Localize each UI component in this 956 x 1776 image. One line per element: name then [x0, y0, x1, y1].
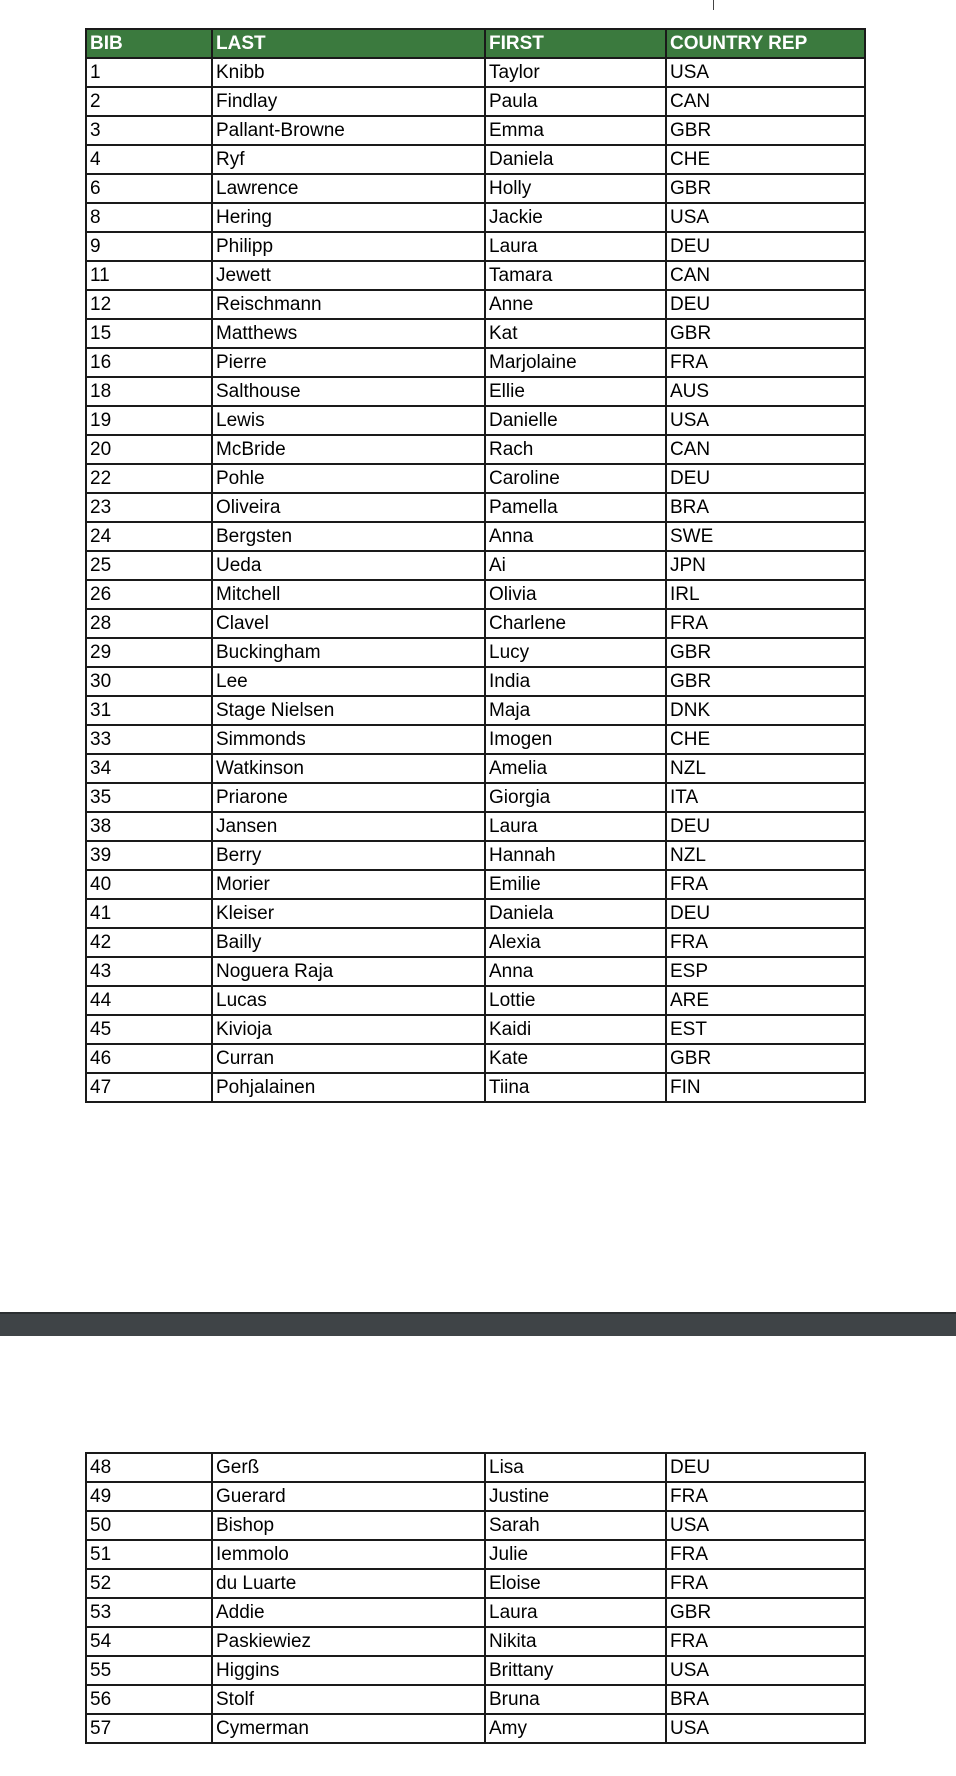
country-cell: FRA	[666, 1569, 865, 1598]
bib-cell: 45	[86, 1015, 212, 1044]
bib-cell: 51	[86, 1540, 212, 1569]
last-name-cell: Knibb	[212, 58, 485, 87]
bib-cell: 47	[86, 1073, 212, 1102]
country-cell: GBR	[666, 1044, 865, 1073]
country-cell: FRA	[666, 1627, 865, 1656]
table-row	[86, 1656, 865, 1685]
bib-cell: 1	[86, 58, 212, 87]
last-name-cell: Matthews	[212, 319, 485, 348]
table-row	[86, 551, 865, 580]
country-cell: AUS	[666, 377, 865, 406]
bib-cell: 25	[86, 551, 212, 580]
first-name-cell: Rach	[485, 435, 666, 464]
table-row	[86, 1073, 865, 1102]
country-cell: SWE	[666, 522, 865, 551]
last-name-cell: Clavel	[212, 609, 485, 638]
last-name-cell: Morier	[212, 870, 485, 899]
bib-cell: 43	[86, 957, 212, 986]
bib-cell: 56	[86, 1685, 212, 1714]
table-row	[86, 1015, 865, 1044]
bib-cell: 46	[86, 1044, 212, 1073]
table-row	[86, 174, 865, 203]
bib-cell: 53	[86, 1598, 212, 1627]
table-row	[86, 870, 865, 899]
first-name-cell: Pamella	[485, 493, 666, 522]
last-name-cell: Jewett	[212, 261, 485, 290]
bib-cell: 2	[86, 87, 212, 116]
table-row	[86, 58, 865, 87]
bib-cell: 49	[86, 1482, 212, 1511]
country-cell: BRA	[666, 493, 865, 522]
last-name-cell: Ryf	[212, 145, 485, 174]
first-name-cell: Marjolaine	[485, 348, 666, 377]
country-cell: GBR	[666, 174, 865, 203]
country-cell: FRA	[666, 609, 865, 638]
first-name-cell: Laura	[485, 232, 666, 261]
athlete-roster-table	[85, 28, 866, 1103]
last-name-cell: Bishop	[212, 1511, 485, 1540]
country-cell: JPN	[666, 551, 865, 580]
country-cell: USA	[666, 203, 865, 232]
bib-cell: 6	[86, 174, 212, 203]
last-name-cell: Simmonds	[212, 725, 485, 754]
table-row	[86, 754, 865, 783]
table-row	[86, 667, 865, 696]
first-name-cell: Imogen	[485, 725, 666, 754]
country-cell: USA	[666, 1511, 865, 1540]
last-name-cell: Pohjalainen	[212, 1073, 485, 1102]
country-cell: IRL	[666, 580, 865, 609]
bib-cell: 38	[86, 812, 212, 841]
first-name-cell: Hannah	[485, 841, 666, 870]
first-name-cell: Charlene	[485, 609, 666, 638]
last-name-cell: Mitchell	[212, 580, 485, 609]
first-name-cell: Caroline	[485, 464, 666, 493]
table-row	[86, 1685, 865, 1714]
last-name-cell: Kleiser	[212, 899, 485, 928]
table-row	[86, 435, 865, 464]
table-row	[86, 928, 865, 957]
last-name-cell: Bailly	[212, 928, 485, 957]
last-name-cell: Watkinson	[212, 754, 485, 783]
country-cell: DNK	[666, 696, 865, 725]
country-cell: FRA	[666, 928, 865, 957]
bib-cell: 3	[86, 116, 212, 145]
first-name-cell: Holly	[485, 174, 666, 203]
country-cell: FRA	[666, 348, 865, 377]
table-row	[86, 1511, 865, 1540]
country-cell: FIN	[666, 1073, 865, 1102]
table-row	[86, 725, 865, 754]
bib-cell: 30	[86, 667, 212, 696]
last-name-cell: Oliveira	[212, 493, 485, 522]
bib-cell: 48	[86, 1453, 212, 1482]
first-name-cell: Kate	[485, 1044, 666, 1073]
bib-cell: 35	[86, 783, 212, 812]
table-row	[86, 1044, 865, 1073]
last-name-cell: Philipp	[212, 232, 485, 261]
country-cell: GBR	[666, 319, 865, 348]
last-name-cell: Cymerman	[212, 1714, 485, 1743]
bib-cell: 42	[86, 928, 212, 957]
table-row	[86, 522, 865, 551]
bib-cell: 4	[86, 145, 212, 174]
last-name-cell: Pierre	[212, 348, 485, 377]
bib-cell: 50	[86, 1511, 212, 1540]
first-name-cell: Emma	[485, 116, 666, 145]
bib-cell: 11	[86, 261, 212, 290]
table-row	[86, 986, 865, 1015]
first-name-cell: Ai	[485, 551, 666, 580]
first-name-cell: Eloise	[485, 1569, 666, 1598]
first-name-cell: Lucy	[485, 638, 666, 667]
last-name-cell: Lawrence	[212, 174, 485, 203]
column-header-country: COUNTRY REP	[666, 29, 865, 58]
bib-cell: 29	[86, 638, 212, 667]
country-cell: CHE	[666, 725, 865, 754]
first-name-cell: Justine	[485, 1482, 666, 1511]
table-row	[86, 609, 865, 638]
country-cell: DEU	[666, 232, 865, 261]
last-name-cell: Jansen	[212, 812, 485, 841]
country-cell: USA	[666, 406, 865, 435]
bib-cell: 12	[86, 290, 212, 319]
table-row	[86, 1627, 865, 1656]
table-row	[86, 1598, 865, 1627]
last-name-cell: Ueda	[212, 551, 485, 580]
first-name-cell: Bruna	[485, 1685, 666, 1714]
table-row	[86, 841, 865, 870]
table-row	[86, 1540, 865, 1569]
first-name-cell: Amelia	[485, 754, 666, 783]
first-name-cell: Tamara	[485, 261, 666, 290]
table-row	[86, 638, 865, 667]
country-cell: ARE	[666, 986, 865, 1015]
country-cell: CAN	[666, 435, 865, 464]
bib-cell: 33	[86, 725, 212, 754]
first-name-cell: Anna	[485, 957, 666, 986]
table-row	[86, 1453, 865, 1482]
table-row	[86, 1714, 865, 1743]
table-row	[86, 406, 865, 435]
country-cell: GBR	[666, 667, 865, 696]
table-row	[86, 957, 865, 986]
country-cell: FRA	[666, 870, 865, 899]
last-name-cell: Gerß	[212, 1453, 485, 1482]
table-row	[86, 116, 865, 145]
first-name-cell: Emilie	[485, 870, 666, 899]
first-name-cell: Anne	[485, 290, 666, 319]
last-name-cell: Stage Nielsen	[212, 696, 485, 725]
first-name-cell: India	[485, 667, 666, 696]
table-row	[86, 87, 865, 116]
last-name-cell: Pallant-Browne	[212, 116, 485, 145]
last-name-cell: Kivioja	[212, 1015, 485, 1044]
first-name-cell: Tiina	[485, 1073, 666, 1102]
last-name-cell: McBride	[212, 435, 485, 464]
first-name-cell: Paula	[485, 87, 666, 116]
last-name-cell: Noguera Raja	[212, 957, 485, 986]
bib-cell: 55	[86, 1656, 212, 1685]
bib-cell: 39	[86, 841, 212, 870]
last-name-cell: Findlay	[212, 87, 485, 116]
last-name-cell: Higgins	[212, 1656, 485, 1685]
bib-cell: 23	[86, 493, 212, 522]
table-row	[86, 232, 865, 261]
table-row	[86, 348, 865, 377]
first-name-cell: Amy	[485, 1714, 666, 1743]
last-name-cell: Berry	[212, 841, 485, 870]
last-name-cell: Lucas	[212, 986, 485, 1015]
last-name-cell: Stolf	[212, 1685, 485, 1714]
country-cell: ESP	[666, 957, 865, 986]
bib-cell: 16	[86, 348, 212, 377]
table-row	[86, 580, 865, 609]
country-cell: DEU	[666, 290, 865, 319]
first-name-cell: Kaidi	[485, 1015, 666, 1044]
bib-cell: 40	[86, 870, 212, 899]
last-name-cell: Salthouse	[212, 377, 485, 406]
first-name-cell: Taylor	[485, 58, 666, 87]
bib-cell: 19	[86, 406, 212, 435]
last-name-cell: Addie	[212, 1598, 485, 1627]
last-name-cell: du Luarte	[212, 1569, 485, 1598]
page-separator	[0, 1312, 956, 1336]
first-name-cell: Giorgia	[485, 783, 666, 812]
first-name-cell: Kat	[485, 319, 666, 348]
first-name-cell: Anna	[485, 522, 666, 551]
first-name-cell: Daniela	[485, 145, 666, 174]
country-cell: FRA	[666, 1540, 865, 1569]
country-cell: GBR	[666, 1598, 865, 1627]
first-name-cell: Alexia	[485, 928, 666, 957]
country-cell: GBR	[666, 638, 865, 667]
country-cell: NZL	[666, 754, 865, 783]
country-cell: ITA	[666, 783, 865, 812]
last-name-cell: Guerard	[212, 1482, 485, 1511]
athlete-roster-table-continued	[85, 1452, 866, 1744]
bib-cell: 41	[86, 899, 212, 928]
bib-cell: 18	[86, 377, 212, 406]
bib-cell: 44	[86, 986, 212, 1015]
bib-cell: 8	[86, 203, 212, 232]
country-cell: USA	[666, 1656, 865, 1685]
first-name-cell: Lisa	[485, 1453, 666, 1482]
bib-cell: 22	[86, 464, 212, 493]
first-name-cell: Daniela	[485, 899, 666, 928]
table-row	[86, 899, 865, 928]
last-name-cell: Pohle	[212, 464, 485, 493]
country-cell: FRA	[666, 1482, 865, 1511]
table-row	[86, 1482, 865, 1511]
last-name-cell: Curran	[212, 1044, 485, 1073]
table-row	[86, 812, 865, 841]
bib-cell: 34	[86, 754, 212, 783]
first-name-cell: Lottie	[485, 986, 666, 1015]
country-cell: GBR	[666, 116, 865, 145]
first-name-cell: Julie	[485, 1540, 666, 1569]
first-name-cell: Brittany	[485, 1656, 666, 1685]
first-name-cell: Laura	[485, 812, 666, 841]
first-name-cell: Olivia	[485, 580, 666, 609]
country-cell: USA	[666, 58, 865, 87]
table-row	[86, 319, 865, 348]
column-header-first: FIRST	[485, 29, 666, 58]
bib-cell: 28	[86, 609, 212, 638]
table-header-row	[86, 29, 865, 58]
column-header-bib: BIB	[86, 29, 212, 58]
bib-cell: 54	[86, 1627, 212, 1656]
country-cell: DEU	[666, 899, 865, 928]
table-row	[86, 493, 865, 522]
bib-cell: 20	[86, 435, 212, 464]
last-name-cell: Lewis	[212, 406, 485, 435]
country-cell: EST	[666, 1015, 865, 1044]
first-name-cell: Jackie	[485, 203, 666, 232]
table-row	[86, 203, 865, 232]
country-cell: CAN	[666, 261, 865, 290]
first-name-cell: Ellie	[485, 377, 666, 406]
bib-cell: 52	[86, 1569, 212, 1598]
bib-cell: 15	[86, 319, 212, 348]
table-row	[86, 783, 865, 812]
table-row	[86, 261, 865, 290]
country-cell: USA	[666, 1714, 865, 1743]
country-cell: BRA	[666, 1685, 865, 1714]
table-row	[86, 464, 865, 493]
text-cursor	[713, 0, 714, 10]
bib-cell: 31	[86, 696, 212, 725]
country-cell: NZL	[666, 841, 865, 870]
last-name-cell: Lee	[212, 667, 485, 696]
country-cell: DEU	[666, 812, 865, 841]
first-name-cell: Sarah	[485, 1511, 666, 1540]
table-row	[86, 696, 865, 725]
table-row	[86, 145, 865, 174]
first-name-cell: Danielle	[485, 406, 666, 435]
first-name-cell: Laura	[485, 1598, 666, 1627]
last-name-cell: Hering	[212, 203, 485, 232]
last-name-cell: Reischmann	[212, 290, 485, 319]
last-name-cell: Buckingham	[212, 638, 485, 667]
bib-cell: 9	[86, 232, 212, 261]
bib-cell: 26	[86, 580, 212, 609]
table-row	[86, 377, 865, 406]
country-cell: CHE	[666, 145, 865, 174]
last-name-cell: Priarone	[212, 783, 485, 812]
bib-cell: 24	[86, 522, 212, 551]
table-row	[86, 290, 865, 319]
first-name-cell: Maja	[485, 696, 666, 725]
bib-cell: 57	[86, 1714, 212, 1743]
last-name-cell: Bergsten	[212, 522, 485, 551]
table-row	[86, 1569, 865, 1598]
first-name-cell: Nikita	[485, 1627, 666, 1656]
last-name-cell: Iemmolo	[212, 1540, 485, 1569]
country-cell: DEU	[666, 464, 865, 493]
country-cell: DEU	[666, 1453, 865, 1482]
country-cell: CAN	[666, 87, 865, 116]
last-name-cell: Paskiewiez	[212, 1627, 485, 1656]
column-header-last: LAST	[212, 29, 485, 58]
